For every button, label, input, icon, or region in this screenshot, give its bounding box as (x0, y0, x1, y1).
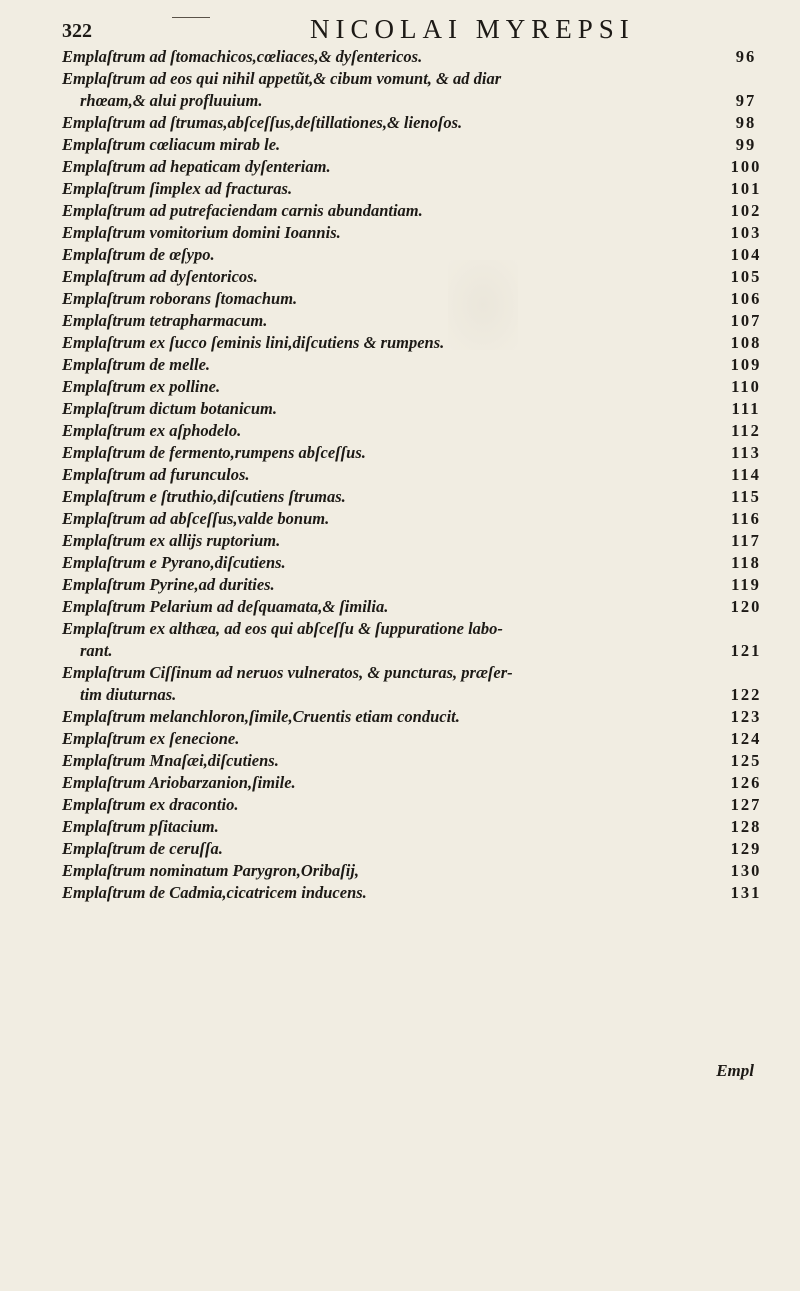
toc-entry (0, 442, 800, 464)
toc-entry (0, 662, 800, 706)
entry-title: Emplaſtrum de fermento,rumpens abſceſſus. (62, 443, 366, 462)
entry-title: Emplaſtrum ad abſceſſus,valde bonum. (62, 509, 330, 528)
entry-title: Emplaſtrum ex ſenecione. (62, 729, 240, 748)
entry-number: 129 (730, 839, 762, 858)
entry-title: Emplaſtrum vomitorium domini Ioannis. (62, 223, 341, 242)
toc-entry (0, 354, 800, 376)
entry-title: Emplaſtrum cœliacum mirab le. (62, 135, 281, 154)
toc-entry (0, 530, 800, 552)
entry-number: 115 (731, 487, 761, 506)
entry-number: 111 (731, 399, 761, 418)
entry-title: Emplaſtrum ad furunculos. (62, 465, 250, 484)
entry-title: Emplaſtrum dictum botanicum. (62, 399, 277, 418)
entry-title: Emplaſtrum nominatum Parygron,Oribaſij, (62, 861, 360, 880)
entry-number: 124 (730, 729, 762, 748)
entry-title: Emplaſtrum ex ſucco ſeminis lini,diſcutiens & rumpens. (62, 333, 445, 352)
entry-title: Emplaſtrum Ariobarzanion,ſimile. (62, 773, 296, 792)
entry-title: Emplaſtrum ad hepaticam dyſenteriam. (62, 157, 331, 176)
toc-entry (0, 838, 800, 860)
entry-number: 106 (730, 289, 762, 308)
entry-title: Emplaſtrum roborans ſtomachum. (62, 289, 298, 308)
entry-number: 103 (730, 223, 762, 242)
entry-title-continuation: rant. (80, 641, 113, 660)
entry-number: 125 (730, 751, 762, 770)
entry-number: 123 (730, 707, 762, 726)
entry-number: 98 (735, 113, 757, 132)
entry-number: 131 (730, 883, 762, 902)
toc-entry (0, 596, 800, 618)
toc-entry (0, 750, 800, 772)
entry-number: 101 (730, 179, 762, 198)
entry-number: 121 (730, 641, 762, 660)
toc-entry (0, 860, 800, 882)
entry-number: 109 (730, 355, 762, 374)
toc-entry (0, 552, 800, 574)
toc-entry (0, 376, 800, 398)
toc-entry (0, 508, 800, 530)
entry-number: 119 (731, 575, 761, 594)
entry-number: 112 (731, 421, 761, 440)
toc-entry (0, 310, 800, 332)
entry-title: Emplaſtrum ad putrefaciendam carnis abundantiam. (62, 201, 423, 220)
entry-number: 126 (730, 773, 762, 792)
toc-entry (0, 772, 800, 794)
header-rule (172, 17, 210, 18)
entry-number: 128 (730, 817, 762, 836)
entry-title-continuation: rhœam,& alui profluuium. (80, 91, 263, 110)
entry-number: 96 (735, 47, 757, 66)
table-of-contents (0, 46, 800, 904)
entry-number: 120 (730, 597, 762, 616)
entry-number: 122 (730, 685, 762, 704)
toc-entry (0, 46, 800, 68)
entry-title: Emplaſtrum ad ſtrumas,abſceſſus,deſtillationes,& lienoſos. (62, 113, 463, 132)
entry-number: 97 (735, 91, 757, 110)
entry-title: Emplaſtrum ex aſphodelo. (62, 421, 242, 440)
entry-number: 107 (730, 311, 762, 330)
entry-number: 117 (731, 531, 761, 550)
toc-entry (0, 288, 800, 310)
toc-entry (0, 398, 800, 420)
toc-entry (0, 266, 800, 288)
entry-number: 110 (731, 377, 761, 396)
page-header (0, 14, 800, 48)
entry-title: Emplaſtrum ex dracontio. (62, 795, 239, 814)
toc-entry (0, 112, 800, 134)
toc-entry (0, 178, 800, 200)
entry-title: Emplaſtrum e ſtruthio,diſcutiens ſtrumas. (62, 487, 346, 506)
entry-title: Emplaſtrum Ciſſinum ad neruos vulneratos, & puncturas, præſer- (62, 663, 513, 682)
toc-entry (0, 156, 800, 178)
entry-number: 118 (731, 553, 761, 572)
entry-number: 130 (730, 861, 762, 880)
entry-title-continuation: tim diuturnas. (80, 685, 177, 704)
toc-entry (0, 68, 800, 112)
entry-number: 102 (730, 201, 762, 220)
toc-entry (0, 332, 800, 354)
toc-entry (0, 134, 800, 156)
entry-number: 127 (730, 795, 762, 814)
entry-number: 105 (730, 267, 762, 286)
entry-number: 114 (731, 465, 761, 484)
entry-title: Emplaſtrum tetrapharmacum. (62, 311, 268, 330)
entry-title: Emplaſtrum ad ſtomachicos,cœliaces,& dyſentericos. (62, 47, 423, 66)
entry-title: Emplaſtrum Mnaſæi,diſcutiens. (62, 751, 279, 770)
entry-title: Emplaſtrum pſitacium. (62, 817, 219, 836)
toc-entry (0, 486, 800, 508)
toc-entry (0, 200, 800, 222)
entry-number: 108 (730, 333, 762, 352)
entry-title: Emplaſtrum ad dyſentoricos. (62, 267, 258, 286)
page-number: 322 (62, 20, 92, 42)
running-head: NICOLAI MYREPSI (310, 14, 635, 44)
toc-entry (0, 420, 800, 442)
toc-entry (0, 222, 800, 244)
entry-number: 99 (735, 135, 757, 154)
toc-entry (0, 706, 800, 728)
toc-entry (0, 464, 800, 486)
toc-entry (0, 574, 800, 596)
toc-entry (0, 882, 800, 904)
entry-title: Emplaſtrum e Pyrano,diſcutiens. (62, 553, 286, 572)
entry-number: 116 (731, 509, 761, 528)
entry-title: Emplaſtrum de œſypo. (62, 245, 215, 264)
entry-title: Emplaſtrum de melle. (62, 355, 211, 374)
entry-number: 113 (731, 443, 761, 462)
entry-title: Emplaſtrum ex althæa, ad eos qui abſceſſu & ſuppuratione labo- (62, 619, 503, 638)
catchword: Empl (716, 1061, 754, 1080)
toc-entry (0, 794, 800, 816)
entry-title: Emplaſtrum ex allijs ruptorium. (62, 531, 281, 550)
entry-title: Emplaſtrum de Cadmia,cicatricem inducens. (62, 883, 367, 902)
toc-entry (0, 728, 800, 750)
toc-entry (0, 816, 800, 838)
entry-title: Emplaſtrum de ceruſſa. (62, 839, 223, 858)
entry-number: 104 (730, 245, 762, 264)
entry-number: 100 (730, 157, 762, 176)
toc-entry (0, 618, 800, 662)
entry-title: Emplaſtrum ad eos qui nihil appetũt,& cibum vomunt, & ad diar (62, 69, 502, 88)
entry-title: Emplaſtrum ſimplex ad fracturas. (62, 179, 293, 198)
toc-entry (0, 244, 800, 266)
entry-title: Emplaſtrum Pelarium ad deſquamata,& ſimilia. (62, 597, 389, 616)
entry-title: Emplaſtrum ex polline. (62, 377, 221, 396)
entry-title: Emplaſtrum Pyrine,ad durities. (62, 575, 275, 594)
entry-title: Emplaſtrum melanchloron,ſimile,Cruentis etiam conducit. (62, 707, 460, 726)
